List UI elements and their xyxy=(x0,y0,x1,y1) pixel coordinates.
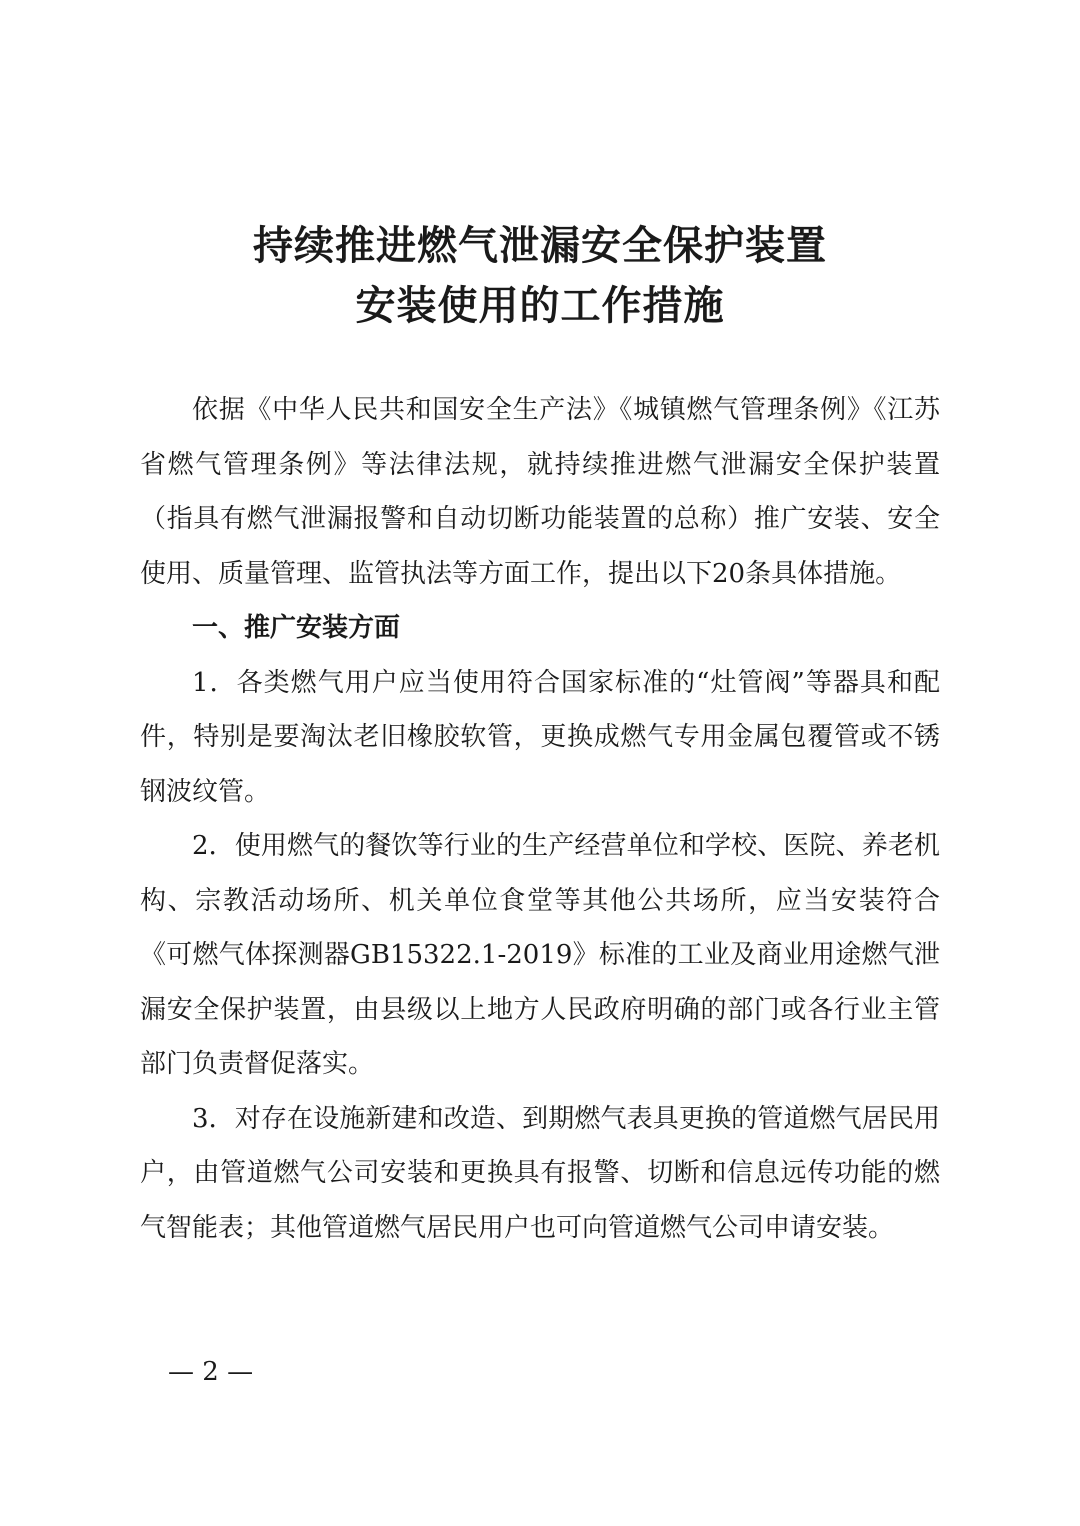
intro-paragraph: 依据《中华人民共和国安全生产法》《城镇燃气管理条例》《江苏省燃气管理条例》等法律法规，就持续推进燃气泄漏安全保护装置（指具有燃气泄漏报警和自动切断功能装置的总称）推广安装、安全使用、质量管理、监管执法等方面工作，提出以下20条具体措施。 xyxy=(140,395,940,589)
measure-item-3: 3．对存在设施新建和改造、到期燃气表具更换的管道燃气居民用户，由管道燃气公司安装和更换具有报警、切断和信息远传功能的燃气智能表；其他管道燃气居民用户也可向管道燃气公司申请安装。 xyxy=(140,1103,940,1243)
document-body xyxy=(140,383,940,1255)
document-title-line-2: 安装使用的工作措施 xyxy=(355,283,725,329)
document-title-line-1: 持续推进燃气泄漏安全保护装置 xyxy=(253,223,827,269)
page-number: — 2 — xyxy=(168,1357,254,1387)
measure-item-1: 1．各类燃气用户应当使用符合国家标准的“灶管阀”等器具和配件，特别是要淘汰老旧橡胶软管，更换成燃气专用金属包覆管或不锈钢波纹管。 xyxy=(140,667,940,807)
measure-item-2: 2．使用燃气的餐饮等行业的生产经营单位和学校、医院、养老机构、宗教活动场所、机关单位食堂等其他公共场所，应当安装符合《可燃气体探测器GB15322.1-2019》标准的工业及商业用途燃气泄漏安全保护装置，由县级以上地方人民政府明确的部门或各行业主管部门负责督促落实。 xyxy=(140,831,940,1079)
section-heading: 一、推广安装方面 xyxy=(192,613,401,643)
